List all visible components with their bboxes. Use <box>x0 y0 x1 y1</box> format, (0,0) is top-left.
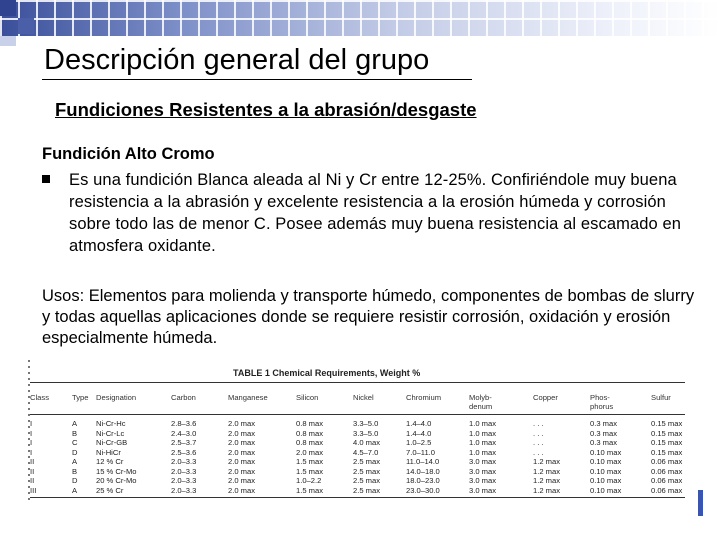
table-header-cell: Phos- <box>590 393 610 402</box>
table-header-cell: Carbon <box>171 393 196 402</box>
table-cell: III <box>30 485 37 495</box>
table-cell: 1.4–4.0 <box>406 419 432 428</box>
table-cell: 2.5 max <box>353 485 381 495</box>
slide-title: Descripción general del grupo <box>44 44 430 76</box>
table-cell: 1.0–2.2 <box>296 476 322 485</box>
table-cell: 0.8 max <box>296 438 324 447</box>
table-cell: Ni-HiCr <box>96 447 121 457</box>
table-cell: D <box>72 447 78 457</box>
table-header-cell: Silicon <box>296 393 319 402</box>
table-cell: 2.0 max <box>228 428 256 438</box>
table-cell: I <box>30 419 33 428</box>
table-cell: . . . <box>533 438 544 447</box>
table-cell: 0.3 max <box>590 438 618 447</box>
table-cell: 2.5 max <box>353 476 381 485</box>
table-cell: I <box>30 438 33 447</box>
table-rule-header <box>30 414 685 415</box>
bullet-paragraph: Es una fundición Blanca aleada al Ni y Cr entre 12-25%. Confiriéndole muy buena resistencia a la abrasión y excelente resistencia a la erosión húmeda y corrosión sobre todo las de menor C. Posee además muy buena resistencia al escamado en atmosfera oxidante. <box>69 171 682 255</box>
table-cell: 3.0 max <box>469 485 497 495</box>
table-cell: 0.15 max <box>651 428 683 438</box>
table-cell: 20 % Cr-Mo <box>96 476 137 485</box>
table-cell: 0.06 max <box>651 457 683 466</box>
table-cell: 0.15 max <box>651 447 683 457</box>
table-cell: 4.5–7.0 <box>353 447 379 457</box>
table-cell: 23.0–30.0 <box>406 485 440 495</box>
table-cell: 2.0 max <box>228 476 256 485</box>
table-rule-top <box>30 382 685 383</box>
table-cell: B <box>72 428 78 438</box>
table-cell: 2.5–3.6 <box>171 447 197 457</box>
decor-square-icon <box>0 0 16 16</box>
table-cell: 15 % Cr-Mo <box>96 466 137 476</box>
table-cell: . . . <box>533 428 544 438</box>
table-cell: 2.0 max <box>228 466 256 476</box>
table-cell: 1.2 max <box>533 476 561 485</box>
table-cell: II <box>30 457 35 466</box>
table-cell: 2.0–3.3 <box>171 485 197 495</box>
table-cell: 2.0–3.3 <box>171 457 197 466</box>
table-cell: 0.15 max <box>651 438 683 447</box>
table-cell: 1.0–2.5 <box>406 438 432 447</box>
table-cell: 2.4–3.0 <box>171 428 197 438</box>
decor-square-icon <box>0 36 16 46</box>
table-cell: A <box>72 419 78 428</box>
table-cell: II <box>30 466 35 476</box>
table-cell: 0.10 max <box>590 457 622 466</box>
table-cell: Ni-Cr-GB <box>96 438 128 447</box>
table-cell: 1.5 max <box>296 485 324 495</box>
table-cell: 0.10 max <box>590 476 622 485</box>
table-cell: . . . <box>533 447 544 457</box>
table-cell: 0.15 max <box>651 419 683 428</box>
table-cell: 0.06 max <box>651 485 683 495</box>
table-caption: TABLE 1 Chemical Requirements, Weight % <box>233 368 421 378</box>
title-underline <box>42 79 472 80</box>
table-cell: 25 % Cr <box>96 485 124 495</box>
table-cell: 2.5 max <box>353 457 381 466</box>
table-cell: 3.0 max <box>469 476 497 485</box>
table-cell: 2.0 max <box>228 485 256 495</box>
table-cell: 1.0 max <box>469 419 497 428</box>
table-cell: 2.5–3.7 <box>171 438 197 447</box>
table-cell: 2.0 max <box>228 438 256 447</box>
section-heading: Fundición Alto Cromo <box>42 145 215 163</box>
table-cell: 2.0 max <box>228 419 256 428</box>
table-cell: 2.0 max <box>228 457 256 466</box>
table-cell: Ni-Cr-Lc <box>96 428 125 438</box>
table-cell: 3.3–5.0 <box>353 428 379 438</box>
table-cell: 0.10 max <box>590 447 622 457</box>
table-cell: 0.06 max <box>651 466 683 476</box>
square-bullet-icon <box>42 175 50 183</box>
usos-paragraph: Usos: Elementos para molienda y transporte húmedo, componentes de bombas de slurry y todas aquellas aplicaciones donde se requiere resistir corrosión, oxidación y erosión especialmente húmeda. <box>42 287 695 347</box>
table-cell: 0.06 max <box>651 476 683 485</box>
table-header-cell: Type <box>72 393 89 402</box>
table-cell: I <box>30 428 33 438</box>
table-cell: . . . <box>533 419 544 428</box>
table-cell: 0.3 max <box>590 428 618 438</box>
table-cell: 1.4–4.0 <box>406 428 432 438</box>
table-cell: II <box>30 476 35 485</box>
table-cell: 1.5 max <box>296 457 324 466</box>
table-header-cell: Sulfur <box>651 393 671 402</box>
table-cell: 2.0–3.3 <box>171 476 197 485</box>
table-cell: B <box>72 466 78 476</box>
table-cell: 1.2 max <box>533 485 561 495</box>
table-cell: 3.0 max <box>469 466 497 476</box>
table-cell: A <box>72 457 78 466</box>
table-cell: 1.2 max <box>533 466 561 476</box>
table-cell: C <box>72 438 78 447</box>
decor-square-icon <box>18 18 34 34</box>
table-cell: 1.2 max <box>533 457 561 466</box>
chemical-requirements-table <box>28 360 688 512</box>
table-cell: 2.0 max <box>228 447 256 457</box>
table-cell: 18.0–23.0 <box>406 476 440 485</box>
table-cell: 1.0 max <box>469 428 497 438</box>
table-cell: 0.8 max <box>296 419 324 428</box>
table-cell: 11.0–14.0 <box>406 457 440 466</box>
table-cell: 1.5 max <box>296 466 324 476</box>
blue-square-pattern-icon <box>0 0 720 36</box>
table-cell: 0.10 max <box>590 466 622 476</box>
table-cell: 0.10 max <box>590 485 622 495</box>
table-cell: 1.0 max <box>469 438 497 447</box>
table-cell: 2.8–3.6 <box>171 419 197 428</box>
table-header-cell: Molyb- <box>469 393 492 402</box>
table-header-cell-line2: phorus <box>590 402 614 411</box>
table-cell: 12 % Cr <box>96 457 124 466</box>
table-header-cell: Class <box>30 393 49 402</box>
table-cell: 0.8 max <box>296 428 324 438</box>
table-header-cell: Designation <box>96 393 137 402</box>
table-header-cell: Chromium <box>406 393 442 402</box>
table-cell: 4.0 max <box>353 438 381 447</box>
table-header-cell-line2: denum <box>469 402 493 411</box>
slide-subtitle: Fundiciones Resistentes a la abrasión/desgaste <box>55 99 477 120</box>
table-header-cell: Nickel <box>353 393 374 402</box>
table-cell: 2.0–3.3 <box>171 466 197 476</box>
table-cell: 3.3–5.0 <box>353 419 379 428</box>
right-edge-bar <box>698 490 703 516</box>
table-header-cell: Manganese <box>228 393 268 402</box>
table-cell: D <box>72 476 78 485</box>
table-rule-bottom <box>30 497 685 498</box>
table-header-cell: Copper <box>533 393 558 402</box>
table-cell: 1.0 max <box>469 447 497 457</box>
table-cell: 2.5 max <box>353 466 381 476</box>
table-cell: 14.0–18.0 <box>406 466 440 476</box>
table-cell: A <box>72 485 78 495</box>
table-cell: 0.3 max <box>590 419 618 428</box>
table-cell: 3.0 max <box>469 457 497 466</box>
table-cell: 2.0 max <box>296 447 324 457</box>
table-cell: I <box>30 447 33 457</box>
table-cell: 7.0–11.0 <box>406 447 435 457</box>
table-cell: Ni-Cr-Hc <box>96 419 126 428</box>
